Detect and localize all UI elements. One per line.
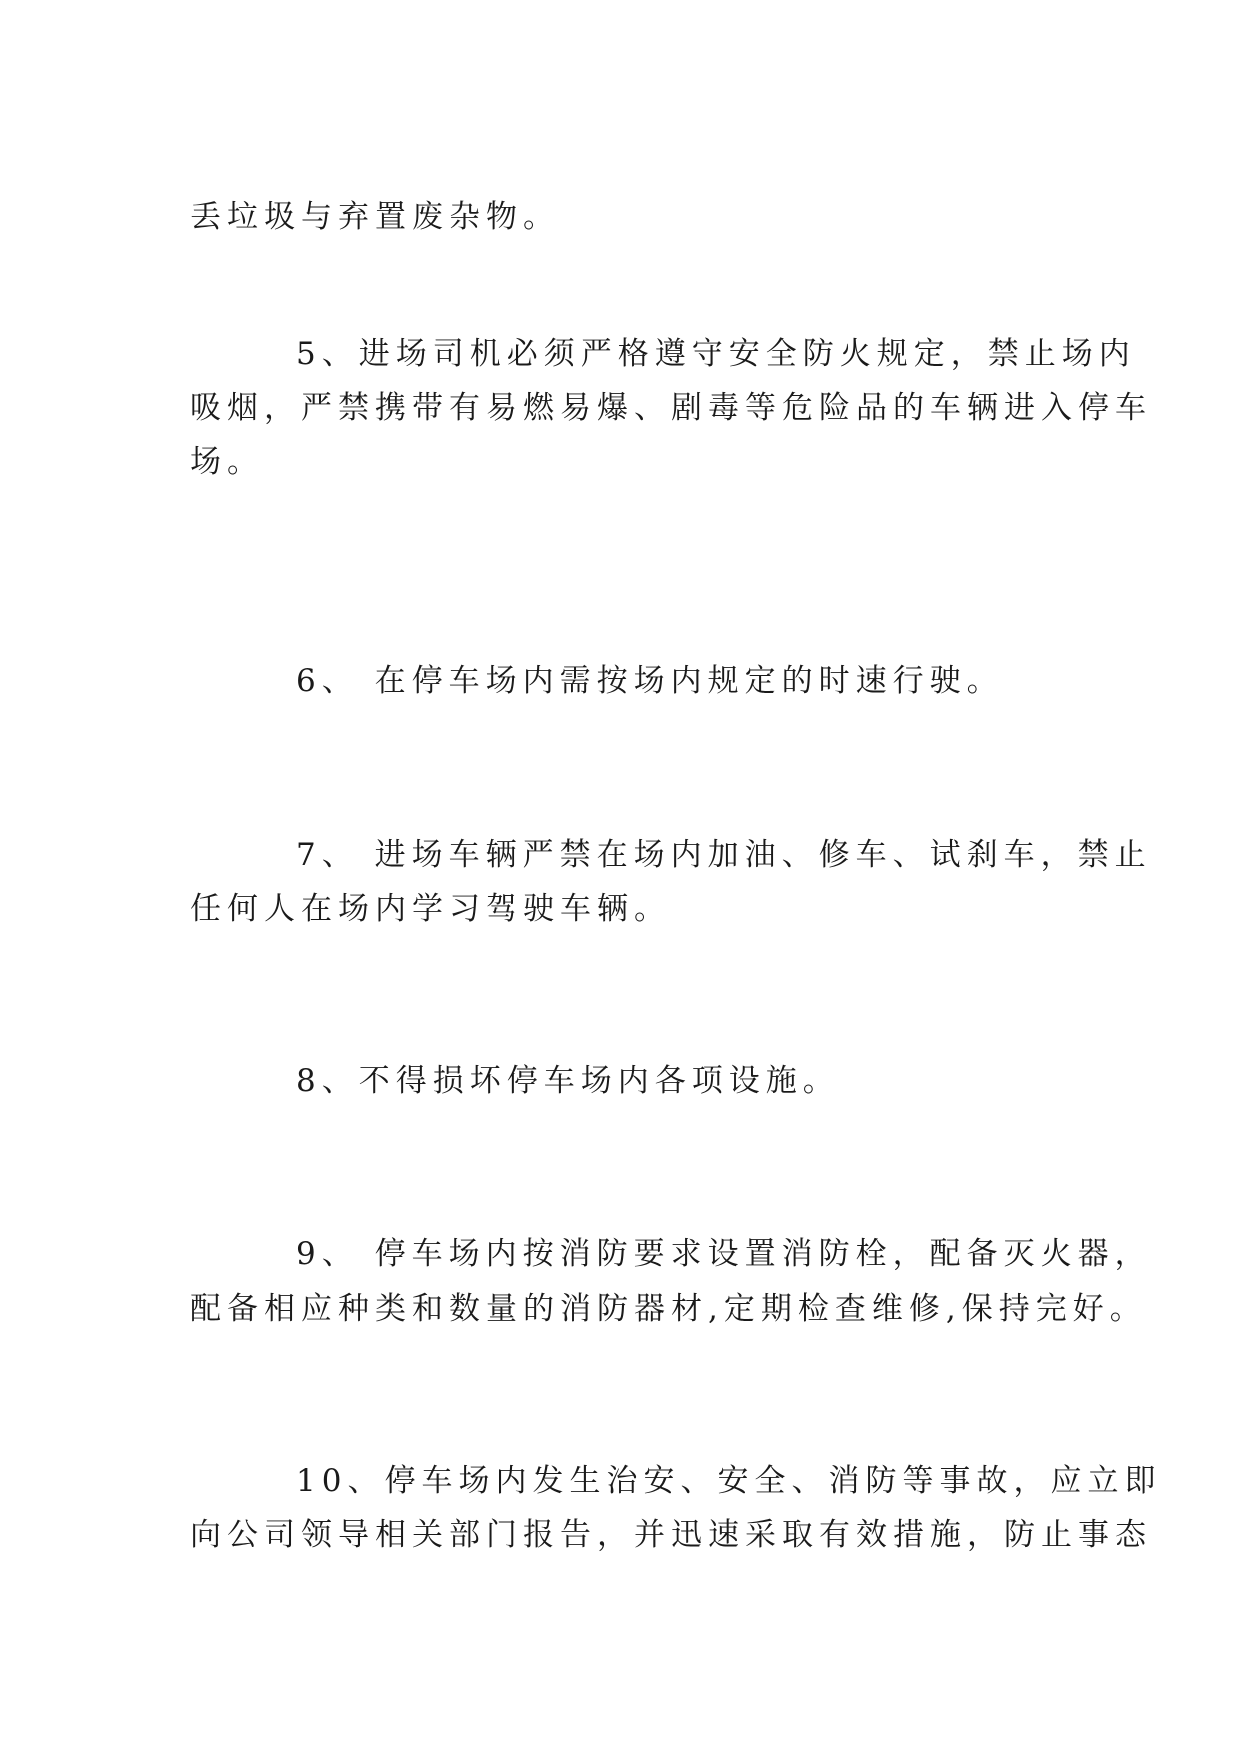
paragraph-7-line-1: 7、 进场车辆严禁在场内加油、修车、试刹车，禁止 [296,837,1152,873]
paragraph-7-line-2: 任何人在场内学习驾驶车辆。 [190,891,671,927]
paragraph-8-line-1: 8、不得损坏停车场内各项设施。 [296,1063,840,1099]
paragraph-5-line-3: 场。 [190,444,264,480]
paragraph-5-line-2: 吸烟，严禁携带有易燃易爆、剧毒等危险品的车辆进入停车 [190,390,1152,426]
paragraph-10-line-1: 10、停车场内发生治安、安全、消防等事故，应立即 [296,1463,1162,1499]
paragraph-4-continuation: 丢垃圾与弃置废杂物。 [190,199,560,235]
paragraph-5-line-1: 5、进场司机必须严格遵守安全防火规定，禁止场内 [296,336,1136,372]
paragraph-10-line-2: 向公司领导相关部门报告，并迅速采取有效措施，防止事态 [190,1517,1152,1553]
paragraph-9-line-1: 9、 停车场内按消防要求设置消防栓，配备灭火器， [296,1236,1152,1272]
paragraph-9-line-2: 配备相应种类和数量的消防器材,定期检查维修,保持完好。 [190,1291,1147,1327]
paragraph-6-line-1: 6、 在停车场内需按场内规定的时速行驶。 [296,663,1004,699]
